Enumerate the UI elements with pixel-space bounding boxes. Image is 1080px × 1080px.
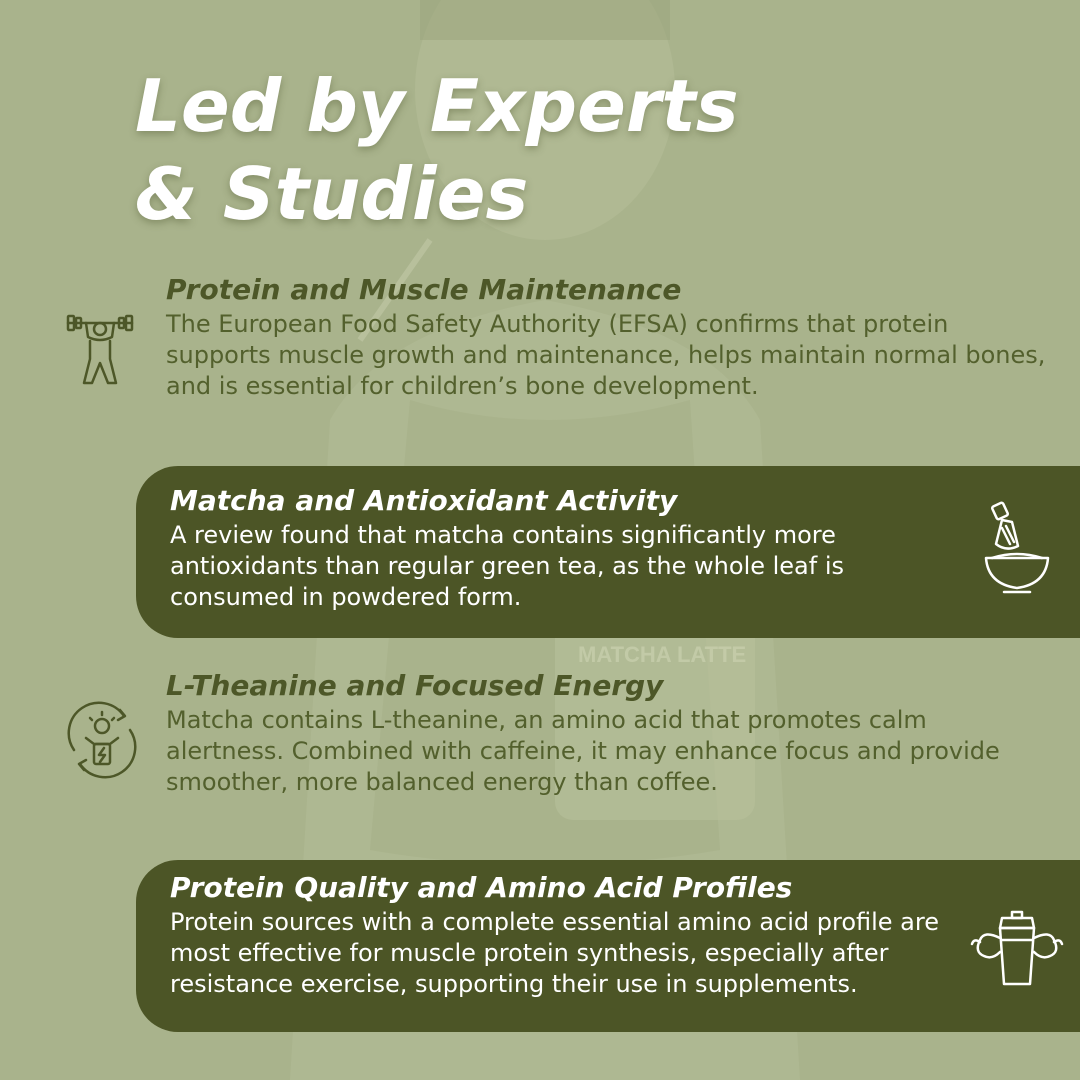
section-body: Matcha contains L-theanine, an amino acid that promotes calm alertness. Combined with caffeine, it may enhance focus and provide smoother, more balanced energy than coffee. xyxy=(166,706,1000,796)
section-protein-quality xyxy=(136,860,1080,1032)
section-heading: L-Theanine and Focused Energy xyxy=(166,669,664,702)
section-heading: Protein and Muscle Maintenance xyxy=(166,273,682,306)
protein-shaker-icon xyxy=(970,908,1064,988)
energy-person-icon xyxy=(62,700,142,780)
title-line-2: & Studies xyxy=(135,152,529,236)
matcha-whisk-bowl-icon xyxy=(982,500,1052,596)
section-heading: Protein Quality and Amino Acid Profiles xyxy=(170,871,793,904)
section-protein-muscle xyxy=(166,273,1046,402)
section-ltheanine-energy xyxy=(166,669,1046,798)
page-title xyxy=(135,62,935,238)
title-line-1: Led by Experts xyxy=(135,64,739,148)
section-body: Protein sources with a complete essential amino acid profile are most effective for muscle protein synthesis, especially after resistance exercise, supporting their use in supplements. xyxy=(170,908,939,998)
section-body: A review found that matcha contains significantly more antioxidants than regular green tea, as the whole leaf is consumed in powdered form. xyxy=(170,521,845,611)
section-matcha-antioxidant xyxy=(136,466,1080,638)
section-heading: Matcha and Antioxidant Activity xyxy=(170,484,678,517)
weightlifter-icon xyxy=(62,305,138,389)
section-body: The European Food Safety Authority (EFSA) confirms that protein supports muscle growth and maintenance, helps maintain normal bones, and is essential for children’s bone development. xyxy=(166,310,1046,400)
background-product-label: MATCHA LATTE xyxy=(578,642,747,667)
